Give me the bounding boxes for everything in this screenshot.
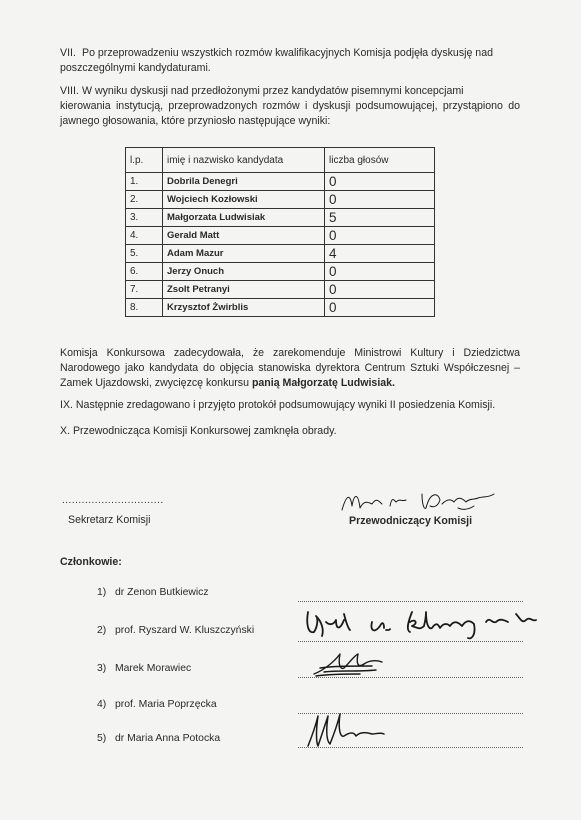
row-lp: 5. xyxy=(126,245,163,263)
member-signature-line xyxy=(298,601,523,602)
member-name: prof. Maria Poprzęcka xyxy=(115,699,217,710)
member-item xyxy=(97,699,217,710)
row-candidate-name: Wojciech Kozłowski xyxy=(163,191,325,209)
results-table xyxy=(125,147,435,317)
members-title: Członkowie: xyxy=(60,556,122,568)
chair-label: Przewodniczący Komisji xyxy=(349,515,473,527)
section-x: X. Przewodnicząca Komisji Konkursowej zamknęła obrady. xyxy=(60,425,337,437)
table-row xyxy=(126,245,435,263)
decision-paragraph xyxy=(60,346,520,391)
row-candidate-name: Małgorzata Ludwisiak xyxy=(163,209,325,227)
row-lp: 1. xyxy=(126,173,163,191)
decision-text: Komisja Konkursowa zadecydowała, że zarekomenduje Ministrowi Kultury i Dziedzictwa Narodowego jako kandydata do objęcia stanowiska dyrektora Centrum Sztuki Współczesnej – Zamek Ujazdowski, zwycięzcę konkursu xyxy=(60,347,520,389)
member-item xyxy=(97,587,209,598)
table-row xyxy=(126,227,435,245)
row-lp: 7. xyxy=(126,281,163,299)
row-votes: 5 xyxy=(325,209,435,227)
header-votes: liczba głosów xyxy=(325,148,435,173)
row-votes: 0 xyxy=(325,299,435,317)
member-number: 2) xyxy=(97,625,107,636)
row-candidate-name: Adam Mazur xyxy=(163,245,325,263)
row-lp: 8. xyxy=(126,299,163,317)
table-row xyxy=(126,263,435,281)
row-lp: 3. xyxy=(126,209,163,227)
member-name: prof. Ryszard W. Kluszczyński xyxy=(115,625,255,636)
member-signature-potocka xyxy=(300,712,390,750)
header-candidate-name: imię i nazwisko kandydata xyxy=(163,148,325,173)
row-votes: 4 xyxy=(325,245,435,263)
chair-signature xyxy=(338,486,508,516)
row-votes: 0 xyxy=(325,191,435,209)
row-candidate-name: Gerald Matt xyxy=(163,227,325,245)
member-number: 3) xyxy=(97,663,107,674)
member-number: 4) xyxy=(97,699,107,710)
table-row xyxy=(126,299,435,317)
secretary-signature-dots: ............................... xyxy=(62,495,164,506)
row-votes: 0 xyxy=(325,263,435,281)
section-viii-text: kierowania instytucją, przeprowadzonych rozmów i dyskusji podsumowującej, przystąpiono do jawnego głosowania, które przyniosło następujące wyniki: xyxy=(60,100,520,127)
row-candidate-name: Zsolt Petranyi xyxy=(163,281,325,299)
member-name: Marek Morawiec xyxy=(115,663,192,674)
member-item xyxy=(97,663,191,674)
row-votes: 0 xyxy=(325,173,435,191)
table-row xyxy=(126,209,435,227)
member-number: 1) xyxy=(97,587,107,598)
row-lp: 2. xyxy=(126,191,163,209)
row-votes: 0 xyxy=(325,227,435,245)
row-votes: 0 xyxy=(325,281,435,299)
section-vii xyxy=(60,46,520,76)
section-vii-number: VII. xyxy=(60,47,76,59)
table-row xyxy=(126,173,435,191)
secretary-label: Sekretarz Komisji xyxy=(68,514,151,526)
row-candidate-name: Jerzy Onuch xyxy=(163,263,325,281)
member-item xyxy=(97,625,254,636)
member-number: 5) xyxy=(97,733,107,744)
member-name: dr Zenon Butkiewicz xyxy=(115,587,209,598)
section-vii-text: Po przeprowadzeniu wszystkich rozmów kwalifikacyjnych Komisja podjęła dyskusję nad poszczególnymi kandydaturami. xyxy=(60,47,493,74)
member-item xyxy=(97,733,220,744)
row-lp: 4. xyxy=(126,227,163,245)
row-candidate-name: Dobrila Denegri xyxy=(163,173,325,191)
table-row xyxy=(126,281,435,299)
row-candidate-name: Krzysztof Żwirblis xyxy=(163,299,325,317)
table-row xyxy=(126,191,435,209)
member-name: dr Maria Anna Potocka xyxy=(115,733,221,744)
table-header-row xyxy=(126,148,435,173)
member-signature-morawiec xyxy=(310,648,390,678)
row-lp: 6. xyxy=(126,263,163,281)
section-viii xyxy=(60,84,520,129)
section-viii-number: VIII. xyxy=(60,85,79,97)
section-ix: IX. Następnie zredagowano i przyjęto protokół podsumowujący wyniki II posiedzenia Komisji. xyxy=(60,399,496,411)
section-viii-line1: W wyniku dyskusji nad przedłożonymi przez kandydatów pisemnymi koncepcjami xyxy=(82,85,464,97)
member-signature-kluszczynski xyxy=(300,608,540,643)
header-lp: l.p. xyxy=(126,148,163,173)
decision-winner: panią Małgorzatę Ludwisiak. xyxy=(251,377,395,389)
